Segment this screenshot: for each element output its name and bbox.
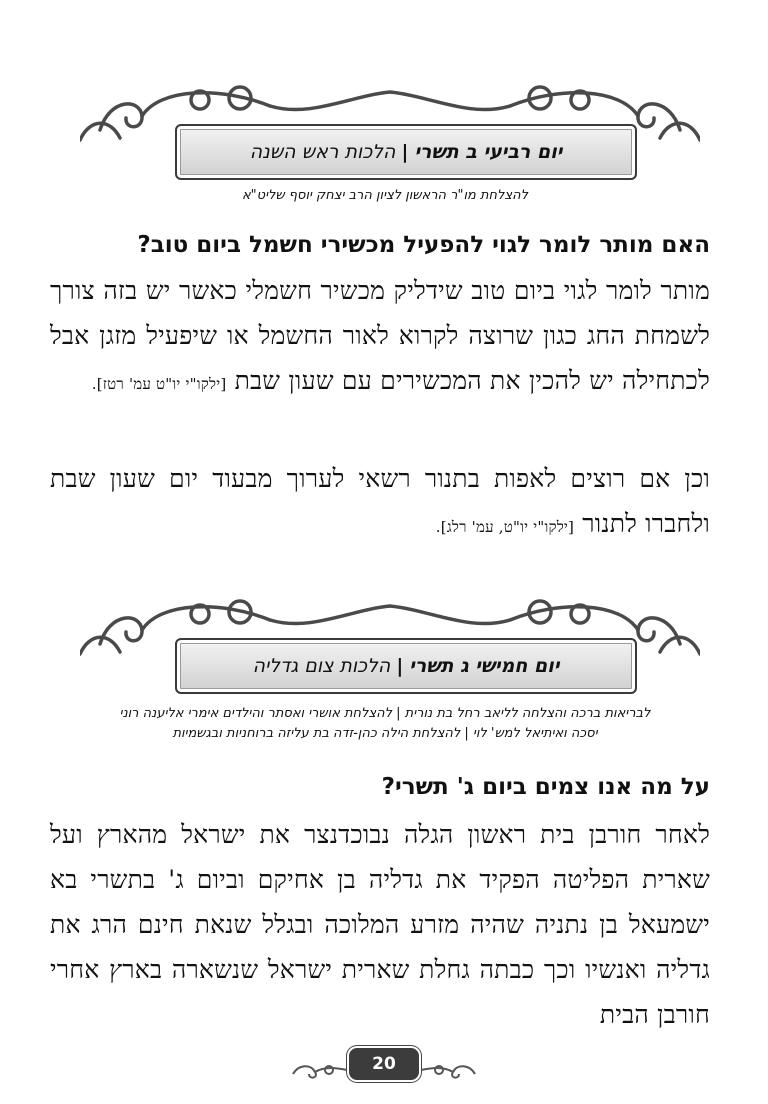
paragraph-3: לאחר חורבן בית ראשון הגלה נבוכדנצר את ישראל מהארץ ועל שארית הפליטה הפקיד את גדליה בן אחיקם וביום ג' בתשרי בא ישמעאל בן נתניה שהיה מזרע המלוכה ובגלל שנאת חינם הרג את גדליה ואנשיו וכך כבתה גחלת שארית ישראל שנשארה בארץ אחרי חורבן הבית xyxy=(50,820,710,1029)
page-number: 20 xyxy=(349,1048,419,1080)
dedication-2 xyxy=(60,704,710,744)
paragraph-2 xyxy=(50,456,710,550)
dedication-2-line1: לבריאות ברכה והצלחה לליאב רחל בת נורית | להצלחת אושרי ואסתר והילדים אימרי אליענה רוני xyxy=(119,706,651,721)
day-label: יום רביעי ב תשרי xyxy=(414,141,563,163)
page-footer xyxy=(285,1046,483,1086)
dedication-2-line2: יסכה ואיתיאל למש' לוי | להצלחת הילה כהן-זדה בת עליזה ברוחניות ובגשמיות xyxy=(172,726,598,741)
paragraph-1-text: מותר לומר לגוי ביום טוב שידליק מכשיר חשמלי כאשר יש בזה צורך לשמחת החג כגון שרוצה לקרוא לאור החשמל או שיפעיל מזגן אבל לכתחילה יש להכין את המכשירים עם שעון שבת xyxy=(50,276,710,395)
source-citation-1: [ילקו"י יו"ט עמ' רטז]. xyxy=(91,375,227,393)
section-banner-2 xyxy=(175,638,637,694)
paragraph-2-text: וכן אם רוצים לאפות בתנור רשאי לערוך מבעוד יום שעון שבת ולחברו לתנור xyxy=(50,464,710,538)
section-banner-1 xyxy=(175,124,637,180)
title-separator: | xyxy=(401,141,409,163)
section-title: הלכות ראש השנה xyxy=(249,141,396,163)
day-label: יום חמישי ג תשרי xyxy=(409,655,560,677)
section-title: הלכות צום גדליה xyxy=(252,655,391,677)
question-1: האם מותר לומר לגוי להפעיל מכשירי חשמל ביום טוב? xyxy=(137,232,710,258)
paragraph-1 xyxy=(50,268,710,407)
source-citation-2: [ילקו"י יו"ט, עמ' רלג]. xyxy=(435,518,575,536)
question-2: על מה אנו צמים ביום ג' תשרי? xyxy=(381,774,710,800)
title-separator: | xyxy=(396,655,404,677)
dedication-1: להצלחת מו"ר הראשון לציון הרב יצחק יוסף שליט"א xyxy=(241,188,529,203)
